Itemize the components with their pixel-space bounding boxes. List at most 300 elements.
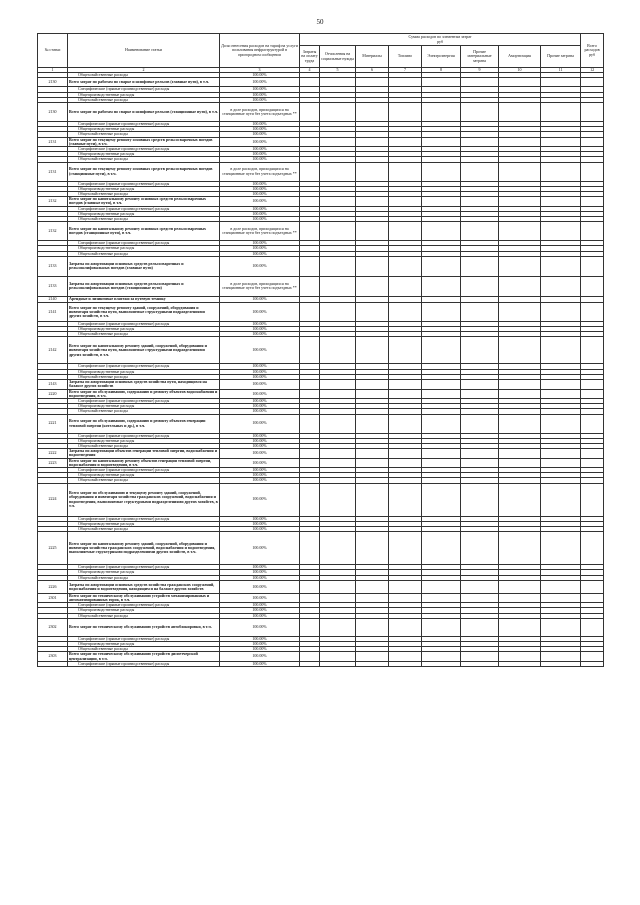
- amount-cell: [541, 162, 581, 181]
- table-row: [38, 414, 604, 433]
- amount-cell: [389, 414, 422, 433]
- amount-cell: [300, 652, 320, 661]
- amount-cell: [541, 580, 581, 593]
- amount-cell: [499, 618, 541, 636]
- row-name: Специфические (прямые производственные) расходы: [68, 467, 220, 472]
- amount-cell: [422, 414, 461, 433]
- table-row: [38, 652, 604, 661]
- row-share: 100.00%: [220, 613, 300, 618]
- amount-cell: [541, 593, 581, 602]
- amount-cell: [541, 276, 581, 296]
- amount-cell: [541, 458, 581, 467]
- row-share: 100.00%: [220, 374, 300, 379]
- amount-cell: [356, 618, 389, 636]
- amount-cell: [461, 618, 499, 636]
- amount-cell: [320, 458, 356, 467]
- row-share: 100.00%: [220, 443, 300, 448]
- row-share: 100.00%: [220, 364, 300, 369]
- amount-cell: [499, 483, 541, 516]
- amount-cell: [422, 256, 461, 276]
- row-share: 100.00%: [220, 246, 300, 251]
- row-name: Общепроизводственные расходы: [68, 473, 220, 478]
- row-share: 100.00%: [220, 211, 300, 216]
- row-name: Общепроизводственные расходы: [68, 127, 220, 132]
- row-share: 100.00%: [220, 73, 300, 78]
- amount-cell: [581, 380, 604, 389]
- amount-cell: [499, 661, 541, 666]
- row-share: 100.00%: [220, 532, 300, 565]
- col-share-header: Доля отнесения расходов на тариф на услуги пользования инфраструктурой в пригородном сообщении: [220, 34, 300, 68]
- amount-cell: [300, 580, 320, 593]
- row-share: 100.00%: [220, 241, 300, 246]
- row-code: 2226: [38, 580, 68, 593]
- row-share: 100.00%: [220, 87, 300, 92]
- amount-cell: [581, 414, 604, 433]
- row-code: 2131: [38, 137, 68, 146]
- row-name: Общехозяйственные расходы: [68, 157, 220, 162]
- row-share: 100.00%: [220, 332, 300, 337]
- amount-cell: [541, 197, 581, 206]
- row-share: 100.00%: [220, 147, 300, 152]
- col-materials-header: Материалы: [356, 46, 389, 68]
- amount-cell: [389, 137, 422, 146]
- row-code: 2224: [38, 483, 68, 516]
- table-row: [38, 593, 604, 602]
- row-share: 100.00%: [220, 636, 300, 641]
- row-name: Общепроизводственные расходы: [68, 641, 220, 646]
- row-name: Всего затрат по техническому обслуживанию устройств автоблокировки, в т.ч.: [68, 618, 220, 636]
- amount-cell: [422, 103, 461, 122]
- amount-cell: [581, 337, 604, 364]
- row-share: 100.00%: [220, 369, 300, 374]
- amount-cell: [422, 618, 461, 636]
- row-share: 100.00%: [220, 526, 300, 531]
- amount-cell: [422, 449, 461, 458]
- amount-cell: [389, 389, 422, 398]
- row-name: Затраты по амортизации основных средств рельсосварочных и рельсошлифовальных поездов (главные пути): [68, 256, 220, 276]
- row-name: Общехозяйственные расходы: [68, 97, 220, 102]
- row-name: Общехозяйственные расходы: [68, 478, 220, 483]
- row-share: 100.00%: [220, 608, 300, 613]
- amount-cell: [356, 222, 389, 241]
- amount-cell: [356, 580, 389, 593]
- table-row: [38, 532, 604, 565]
- table-row: [38, 276, 604, 296]
- amount-cell: [499, 78, 541, 87]
- amount-cell: [320, 618, 356, 636]
- row-share: 100.00%: [220, 593, 300, 602]
- amount-cell: [320, 222, 356, 241]
- row-share: 100.00%: [220, 256, 300, 276]
- amount-cell: [320, 580, 356, 593]
- amount-cell: [300, 256, 320, 276]
- amount-cell: [356, 389, 389, 398]
- row-code: 2133: [38, 256, 68, 276]
- row-name: Общехозяйственные расходы: [68, 613, 220, 618]
- amount-cell: [356, 414, 389, 433]
- row-name: Специфические (прямые производственные) расходы: [68, 516, 220, 521]
- amount-cell: [356, 593, 389, 602]
- amount-cell: [461, 103, 499, 122]
- amount-cell: [461, 483, 499, 516]
- table-row: [38, 256, 604, 276]
- amount-cell: [499, 389, 541, 398]
- table-row: [38, 302, 604, 321]
- row-name: Специфические (прямые производственные) расходы: [68, 398, 220, 403]
- amount-cell: [499, 652, 541, 661]
- amount-cell: [356, 380, 389, 389]
- amount-cell: [461, 580, 499, 593]
- amount-cell: [320, 532, 356, 565]
- amount-cell: [422, 483, 461, 516]
- row-code: [38, 661, 68, 666]
- row-share: 100.00%: [220, 580, 300, 593]
- amount-cell: [541, 256, 581, 276]
- row-share: 100.00%: [220, 449, 300, 458]
- row-name: Общепроизводственные расходы: [68, 404, 220, 409]
- col-fuel-header: Топливо: [389, 46, 422, 68]
- amount-cell: [389, 162, 422, 181]
- row-name: Общепроизводственные расходы: [68, 521, 220, 526]
- row-name: Всего затрат по обслуживанию и текущему ремонту зданий, сооружений, оборудования и инвентаря хозяйства гражданских сооружений, водоснабжения и водоотведения, выполняемые структурными подразделениями других хозяйств, в т.ч.: [68, 483, 220, 516]
- amount-cell: [461, 661, 499, 666]
- row-code: 2132: [38, 197, 68, 206]
- row-name: Общепроизводственные расходы: [68, 152, 220, 157]
- table-row: [38, 222, 604, 241]
- amount-cell: [300, 661, 320, 666]
- row-share: 100.00%: [220, 132, 300, 137]
- row-name: Всего затрат по текущему ремонту зданий, сооружений, оборудования и инвентаря хозяйства пути, выполняемые структурными подразделениями других хозяйств, в т.ч.: [68, 302, 220, 321]
- row-share: 100.00%: [220, 438, 300, 443]
- amount-cell: [541, 389, 581, 398]
- amount-cell: [461, 276, 499, 296]
- amount-cell: [541, 449, 581, 458]
- amount-cell: [320, 137, 356, 146]
- amount-cell: [356, 137, 389, 146]
- row-code: 2302: [38, 618, 68, 636]
- col-other-mat-header: Прочие материальные затраты: [461, 46, 499, 68]
- row-name: Общепроизводственные расходы: [68, 186, 220, 191]
- amount-cell: [541, 302, 581, 321]
- table-row: [38, 78, 604, 87]
- col-social-header: Отчисления на социальные нужды: [320, 46, 356, 68]
- amount-cell: [300, 483, 320, 516]
- row-name: Всего затрат по текущему ремонту основных средств рельсосварочных поездов (главные пути), в т.ч.: [68, 137, 220, 146]
- row-code: 2132: [38, 222, 68, 241]
- amount-cell: [422, 222, 461, 241]
- amount-cell: [320, 276, 356, 296]
- amount-cell: [356, 256, 389, 276]
- row-name: Всего затрат по работам по сварке и шлифовке рельсов (главные пути), в т.ч.: [68, 78, 220, 87]
- row-share: 100.00%: [220, 186, 300, 191]
- amount-cell: [320, 389, 356, 398]
- row-share: в доле расходов, приходящихся на станционные пути без учета подъездных **: [220, 222, 300, 241]
- amount-cell: [499, 337, 541, 364]
- amount-cell: [541, 532, 581, 565]
- row-name: Специфические (прямые производственные) расходы: [68, 122, 220, 127]
- row-name: Специфические (прямые производственные) расходы: [68, 241, 220, 246]
- row-share: 100.00%: [220, 661, 300, 666]
- amount-cell: [499, 449, 541, 458]
- table-body: [38, 73, 604, 667]
- column-index-cell: 11: [541, 68, 581, 73]
- row-name: Общехозяйственные расходы: [68, 526, 220, 531]
- amount-cell: [389, 276, 422, 296]
- row-name: Специфические (прямые производственные) расходы: [68, 565, 220, 570]
- row-share: 100.00%: [220, 97, 300, 102]
- amount-cell: [356, 162, 389, 181]
- row-name: Всего затрат по обслуживанию, содержанию и ремонту объектов генерации тепловой энергии (котельных и др.), в т.ч.: [68, 414, 220, 433]
- row-name: Специфические (прямые производственные) расходы: [68, 364, 220, 369]
- col-amort-header: Амортизация: [499, 46, 541, 68]
- amount-cell: [320, 197, 356, 206]
- amount-cell: [300, 197, 320, 206]
- row-name: Общехозяйственные расходы: [68, 647, 220, 652]
- amount-cell: [581, 137, 604, 146]
- amount-cell: [581, 449, 604, 458]
- amount-cell: [461, 137, 499, 146]
- row-share: 100.00%: [220, 641, 300, 646]
- row-share: 100.00%: [220, 603, 300, 608]
- table-row: [38, 197, 604, 206]
- row-share: 100.00%: [220, 473, 300, 478]
- row-share: 100.00%: [220, 157, 300, 162]
- amount-cell: [581, 618, 604, 636]
- column-index-cell: 3: [220, 68, 300, 73]
- amount-cell: [581, 78, 604, 87]
- row-share: 100.00%: [220, 152, 300, 157]
- row-name: Общепроизводственные расходы: [68, 570, 220, 575]
- row-share: в доле расходов, приходящихся на станционные пути без учета подъездных **: [220, 162, 300, 181]
- row-name: Общехозяйственные расходы: [68, 443, 220, 448]
- amount-cell: [461, 458, 499, 467]
- amount-cell: [541, 414, 581, 433]
- row-share: 100.00%: [220, 404, 300, 409]
- column-index-cell: 12: [581, 68, 604, 73]
- amount-cell: [581, 302, 604, 321]
- amount-cell: [389, 458, 422, 467]
- amount-cell: [422, 580, 461, 593]
- amount-cell: [422, 302, 461, 321]
- table-row: [38, 162, 604, 181]
- row-code: 2130: [38, 103, 68, 122]
- table-row: [38, 449, 604, 458]
- amount-cell: [300, 137, 320, 146]
- table-row: [38, 580, 604, 593]
- amount-cell: [461, 302, 499, 321]
- amount-cell: [541, 222, 581, 241]
- amount-cell: [499, 197, 541, 206]
- amount-cell: [461, 162, 499, 181]
- amount-cell: [320, 652, 356, 661]
- row-name: Специфические (прямые производственные) расходы: [68, 321, 220, 326]
- amount-cell: [356, 276, 389, 296]
- row-name: Общепроизводственные расходы: [68, 327, 220, 332]
- amount-cell: [300, 103, 320, 122]
- table-row: [38, 103, 604, 122]
- row-share: 100.00%: [220, 516, 300, 521]
- amount-cell: [320, 256, 356, 276]
- amount-cell: [581, 256, 604, 276]
- row-code: 2143: [38, 380, 68, 389]
- amount-cell: [499, 458, 541, 467]
- amount-cell: [356, 652, 389, 661]
- row-share: 100.00%: [220, 652, 300, 661]
- row-name: Всего затрат по обслуживанию, содержанию и ремонту объектов водоснабжения и водоотведения, в т.ч.: [68, 389, 220, 398]
- amount-cell: [389, 256, 422, 276]
- amount-cell: [541, 661, 581, 666]
- col-other-header: Прочие затраты: [541, 46, 581, 68]
- row-share: 100.00%: [220, 192, 300, 197]
- row-name: Специфические (прямые производственные) расходы: [68, 636, 220, 641]
- amount-cell: [300, 276, 320, 296]
- amount-cell: [422, 162, 461, 181]
- row-share: 100.00%: [220, 127, 300, 132]
- amount-cell: [422, 661, 461, 666]
- amount-cell: [389, 449, 422, 458]
- row-name: Специфические (прямые производственные) расходы: [68, 181, 220, 186]
- amount-cell: [581, 197, 604, 206]
- amount-cell: [300, 458, 320, 467]
- amount-cell: [499, 580, 541, 593]
- row-code: 2131: [38, 162, 68, 181]
- amount-cell: [389, 78, 422, 87]
- amount-cell: [389, 483, 422, 516]
- amount-cell: [541, 652, 581, 661]
- amount-cell: [422, 337, 461, 364]
- amount-cell: [320, 483, 356, 516]
- amount-cell: [356, 103, 389, 122]
- amount-cell: [422, 593, 461, 602]
- row-code: 2133: [38, 276, 68, 296]
- amount-cell: [581, 458, 604, 467]
- table-row: [38, 661, 604, 666]
- amount-cell: [461, 593, 499, 602]
- row-name: Затраты по амортизации объектов генерации тепловой энергии, водоснабжения и водоотведения: [68, 449, 220, 458]
- amount-cell: [499, 380, 541, 389]
- row-share: 100.00%: [220, 389, 300, 398]
- amount-cell: [300, 380, 320, 389]
- row-share: 100.00%: [220, 327, 300, 332]
- row-share: 100.00%: [220, 337, 300, 364]
- amount-cell: [320, 162, 356, 181]
- row-name: Общехозяйственные расходы: [68, 132, 220, 137]
- amount-cell: [300, 449, 320, 458]
- column-index-cell: 5: [320, 68, 356, 73]
- row-share: 100.00%: [220, 321, 300, 326]
- amount-cell: [320, 661, 356, 666]
- row-share: 100.00%: [220, 467, 300, 472]
- row-share: 100.00%: [220, 92, 300, 97]
- amount-cell: [356, 337, 389, 364]
- amount-cell: [499, 276, 541, 296]
- amount-cell: [356, 302, 389, 321]
- row-name: Специфические (прямые производственные) расходы: [68, 206, 220, 211]
- row-name: Общепроизводственные расходы: [68, 211, 220, 216]
- row-name: Специфические (прямые производственные) расходы: [68, 433, 220, 438]
- amount-cell: [320, 593, 356, 602]
- row-share: 100.00%: [220, 618, 300, 636]
- row-code: 2141: [38, 302, 68, 321]
- amount-cell: [461, 222, 499, 241]
- row-share: 100.00%: [220, 302, 300, 321]
- row-share: 100.00%: [220, 398, 300, 403]
- table-row: [38, 618, 604, 636]
- amount-cell: [320, 337, 356, 364]
- column-index-cell: 7: [389, 68, 422, 73]
- sum-group-header: [300, 34, 581, 46]
- row-name: Специфические (прямые производственные) расходы: [68, 87, 220, 92]
- table-row: [38, 380, 604, 389]
- row-name: Общехозяйственные расходы: [68, 575, 220, 580]
- amount-cell: [320, 103, 356, 122]
- amount-cell: [389, 532, 422, 565]
- row-share: в доле расходов, приходящихся на станционные пути без учета подъездных **: [220, 276, 300, 296]
- amount-cell: [422, 532, 461, 565]
- amount-cell: [320, 302, 356, 321]
- amount-cell: [389, 222, 422, 241]
- amount-cell: [461, 78, 499, 87]
- row-name: Затраты по амортизации основных средств рельсосварочных и рельсошлифовальных поездов (станционные пути): [68, 276, 220, 296]
- column-index-cell: 4: [300, 68, 320, 73]
- column-index-cell: 10: [499, 68, 541, 73]
- col-energy-header: Электроэнергия: [422, 46, 461, 68]
- amount-cell: [541, 380, 581, 389]
- col-labor-header: Затраты на оплату труда: [300, 46, 320, 68]
- row-share: 100.00%: [220, 206, 300, 211]
- amount-cell: [581, 103, 604, 122]
- row-share: 100.00%: [220, 647, 300, 652]
- amount-cell: [422, 458, 461, 467]
- amount-cell: [461, 652, 499, 661]
- amount-cell: [581, 652, 604, 661]
- amount-cell: [581, 593, 604, 602]
- amount-cell: [541, 483, 581, 516]
- amount-cell: [499, 302, 541, 321]
- sum-group-unit: руб: [437, 38, 443, 44]
- amount-cell: [541, 78, 581, 87]
- amount-cell: [461, 197, 499, 206]
- amount-cell: [389, 593, 422, 602]
- amount-cell: [356, 483, 389, 516]
- amount-cell: [422, 276, 461, 296]
- row-share: 100.00%: [220, 251, 300, 256]
- amount-cell: [356, 197, 389, 206]
- amount-cell: [389, 580, 422, 593]
- table-row: [38, 458, 604, 467]
- row-share: 100.00%: [220, 409, 300, 414]
- amount-cell: [581, 162, 604, 181]
- amount-cell: [422, 197, 461, 206]
- amount-cell: [389, 380, 422, 389]
- amount-cell: [581, 532, 604, 565]
- row-name: Общехозяйственные расходы: [68, 409, 220, 414]
- amount-cell: [581, 276, 604, 296]
- row-code: 2223: [38, 458, 68, 467]
- row-name: Всего затрат по техническому обслуживанию устройств механизированных и автоматизированных горок, в т.ч.: [68, 593, 220, 602]
- row-share: 100.00%: [220, 521, 300, 526]
- row-name: Затраты по амортизации основных средств хозяйства гражданских сооружений, водоснабжения и водоотведения, находящихся на балансе других хозяйств: [68, 580, 220, 593]
- row-share: в доле расходов, приходящихся на станционные пути без учета подъездных **: [220, 103, 300, 122]
- amount-cell: [356, 449, 389, 458]
- row-name: Общехозяйственные расходы: [68, 217, 220, 222]
- column-index-cell: 2: [68, 68, 220, 73]
- row-code: 2301: [38, 593, 68, 602]
- row-name: Всего затрат по капитальному ремонту основных средств рельсосварочных поездов (главные пути), в т.ч.: [68, 197, 220, 206]
- amount-cell: [499, 532, 541, 565]
- row-name: Всего затрат по работам по сварке и шлифовке рельсов (станционные пути), в т.ч.: [68, 103, 220, 122]
- amount-cell: [461, 449, 499, 458]
